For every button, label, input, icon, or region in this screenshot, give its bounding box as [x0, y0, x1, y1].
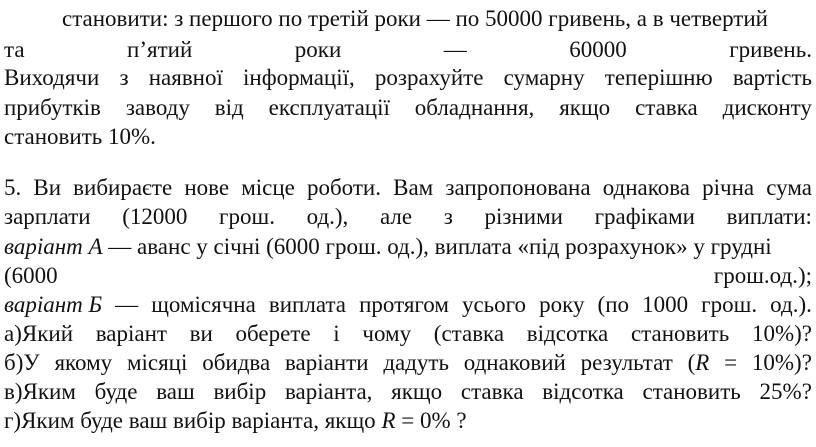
variant-b-words-word: протягом [359, 292, 449, 317]
variant-a-label: варіант А [4, 234, 103, 259]
p4-line-3-word: наявної [148, 65, 223, 90]
variant-b-words-word: 1000 [642, 292, 689, 317]
p4-line-3-word: теперішню [604, 65, 713, 90]
p4-line-4 [4, 92, 812, 123]
p4-line-5: становить 10%. [4, 124, 156, 149]
p5-variant-b [4, 289, 812, 320]
variant-b-label: варіант Б [4, 292, 103, 317]
p5-line-2-word: з [443, 204, 453, 229]
p4-line-1: становити: з першого по третій роки — по 50000 гривень, а в четвертий [62, 6, 768, 31]
question-a-word: становить [630, 321, 730, 346]
p4-line-2-word: п’ятий [127, 37, 193, 62]
p5-line-2-word: різними [484, 204, 563, 229]
question-a-word: чому [362, 321, 412, 346]
question-b-prefix-word: якому [54, 350, 113, 375]
variant-b-words-word: од.). [770, 292, 812, 317]
p5-line-1-word: річна [702, 175, 755, 200]
question-c [4, 376, 812, 407]
variant-b-words-word: щомісячна [151, 292, 256, 317]
p4-line-3-word: розрахуйте [374, 65, 484, 90]
variant-b-words-word: (по [597, 292, 630, 317]
p5-line-2-word: од.), [306, 204, 349, 229]
variant-b-words-word: усього [461, 292, 527, 317]
p5-line-4-word: грош.од.); [713, 263, 812, 288]
variant-b-words-word: грош. [701, 292, 758, 317]
p5-line-2-word: але [379, 204, 413, 229]
question-b-prefix-word: обидва [202, 350, 271, 375]
p5-line-2-word: грош. [219, 204, 275, 229]
p5-line-1-word: запропонована [445, 175, 591, 200]
question-a-word: варіант [95, 321, 167, 346]
p4-line-3-word: Виходячи [4, 65, 100, 90]
p5-line-2 [4, 201, 812, 232]
p4-line-4-word: ставка [635, 95, 698, 120]
p5-variant-a [4, 231, 812, 262]
p4-line-3-word: з [119, 65, 129, 90]
p4-line-4-word: від [214, 95, 244, 120]
question-a-word: відсотка [526, 321, 609, 346]
question-b-prefix-word: дадуть [383, 350, 449, 375]
question-a-word: а)Який [4, 321, 73, 346]
question-a-word: ви [189, 321, 213, 346]
p4-line-4-word: обладнання, [414, 95, 535, 120]
p4-line-4-word: якщо [559, 95, 611, 120]
p5-line-1-word: Вам [393, 175, 434, 200]
p5-line-2-word: графіками [594, 204, 695, 229]
question-b-open-paren: ( [687, 350, 696, 375]
p5-line-2-word: (12000 [122, 204, 188, 229]
question-b-prefix-word: результат [580, 350, 673, 375]
p4-line-3 [4, 62, 812, 93]
p5-line-1-word: сума [766, 175, 812, 200]
p5-line-1-word: 5. [4, 175, 22, 200]
question-c-word: буде [94, 379, 138, 404]
p4-line-2-word: гривень. [729, 37, 812, 62]
p4-line-2-word: — [443, 37, 467, 62]
question-d [4, 405, 812, 436]
question-b-r-group [688, 347, 710, 378]
question-c-word: вибір [213, 379, 267, 404]
variant-b-words-word: року [539, 292, 585, 317]
p5-line-2-word: зарплати [4, 204, 91, 229]
p4-line-3-word: сумарну [503, 65, 585, 90]
p5-line-1-word: вибираєте [73, 175, 173, 200]
question-b-equals: = [724, 350, 738, 375]
question-c-word: якщо [391, 379, 443, 404]
p5-line-2-word: виплати: [726, 204, 812, 229]
p5-line-1-word: роботи. [306, 175, 381, 200]
question-b-prefix-word: місяці [126, 350, 188, 375]
question-d-text: г)Яким буде ваш вибір варіанта, якщо [4, 408, 382, 433]
p5-line-1-word: Ви [33, 175, 62, 200]
p4-line-2-word: та [4, 37, 25, 62]
question-b [4, 347, 812, 378]
question-c-word: в)Яким [4, 379, 76, 404]
p4-line-4-word: експлуатації [268, 95, 390, 120]
p5-line-1-word: нове [184, 175, 230, 200]
p4-line-2 [4, 34, 812, 65]
p4-line-4-word: заводу [125, 95, 190, 120]
p4-line-4-word: прибутків [4, 95, 101, 120]
question-a [4, 318, 812, 349]
variant-b-words-word: виплата [268, 292, 346, 317]
question-a-word: оберете [235, 321, 311, 346]
p4-line-3-word: інформації, [243, 65, 355, 90]
question-b-prefix-word: б)У [4, 350, 40, 375]
question-b-r-symbol: R [695, 350, 710, 375]
question-c-word: варіанта, [284, 379, 373, 404]
question-c-word: відсотка [542, 379, 624, 404]
variant-b-words-word: — [115, 292, 139, 317]
variant-a-text: — аванс у січні (6000 грош. од.), виплата «під розрахунок» у грудні [102, 234, 772, 259]
p4-line-3-word: вартість [732, 65, 812, 90]
p5-line-1-word: однакова [602, 175, 691, 200]
question-a-word: 10%)? [751, 321, 812, 346]
question-d-rest: = 0% ? [395, 408, 467, 433]
p5-line-1 [4, 172, 812, 203]
question-b-prefix-word: варіанти [284, 350, 369, 375]
p4-line-2-word: 60000 [569, 37, 627, 62]
question-c-word: становить [642, 379, 741, 404]
p5-line-1-word: місце [241, 175, 295, 200]
p4-line-2-word: роки [294, 37, 342, 62]
question-a-word: і [333, 321, 340, 346]
question-d-r-symbol: R [381, 408, 396, 433]
p5-line-4 [4, 260, 812, 291]
question-c-word: ваш [156, 379, 195, 404]
question-b-value: 10%)? [751, 350, 812, 375]
question-a-word: (ставка [433, 321, 505, 346]
question-c-word: 25%? [759, 379, 812, 404]
question-c-word: ставка [460, 379, 524, 404]
p4-line-4-word: дисконту [722, 95, 812, 120]
p5-line-4-word: (6000 [4, 263, 58, 288]
question-b-prefix-word: однаковий [463, 350, 566, 375]
